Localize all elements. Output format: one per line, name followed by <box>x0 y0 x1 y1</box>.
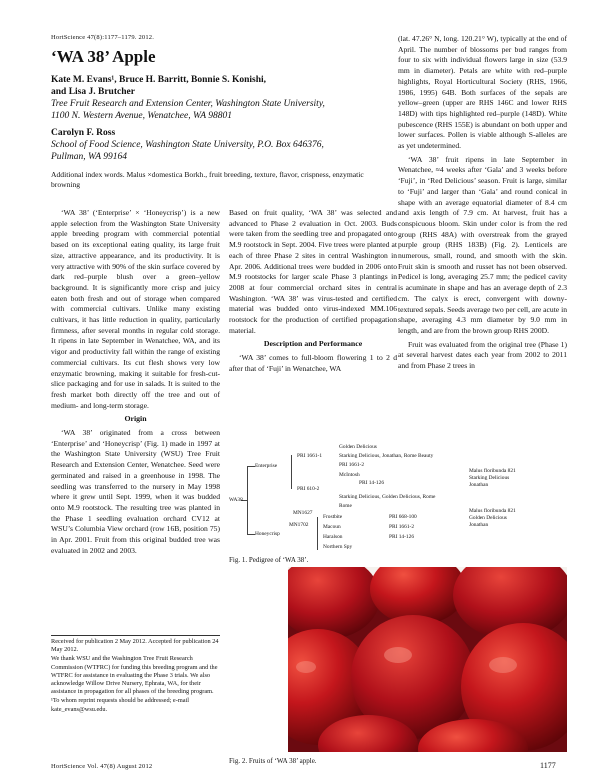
footnote-received: Received for publication 2 May 2012. Accepted for publication 24 May 2012. <box>51 638 219 654</box>
pedigree-node: MN1702 <box>289 522 309 528</box>
pedigree-line <box>247 534 255 535</box>
footnote-rule <box>51 635 220 636</box>
pedigree-node: PRI 610-2 <box>297 486 320 492</box>
footnote-correspondence: ¹To whom reprint requests should be addressed; e-mail kate_evans@wsu.edu. <box>51 697 190 713</box>
fruit-paragraph: ‘WA 38’ fruit ripens in late September in Wenatchee, ≈4 weeks after ‘Gala’ and 3 weeks before ‘Fuji’, in ‘Red Delicious’ season. Fruit is large, similar to ‘Fuji’ and larger than ‘Gala’ and round conical in shape with an average equatorial diameter of 8.4 cm and axis length of 7.9 cm. At harvest, fruit has a conspicuous bloom. Skin under color is from the red group (RHS 48A) with overstreak from the grayed purple group (RHS 183B) (Fig. 2). Lenticels are numerous, small, round, and smooth with the skin. Fruit skin is smooth and russet has not been observed. Pedicel is long, averaging 25.7 mm; the pedicel cavity is acuminate in shape and has an average depth of 2.3 cm. The calyx is erect, convergent with downy-textured sepals. Seeds average two per cell, are acute in shape, averaging 4.3 mm diameter by 9.0 mm in length, and are from the brown group RHS 200D. <box>398 154 567 335</box>
pedigree-node: Golden Delicious <box>339 444 377 450</box>
pedigree-node: PRI 668-100 <box>389 514 417 520</box>
pedigree-node: McIntosh <box>339 472 360 478</box>
affiliation-2b: Pullman, WA 99164 <box>51 152 127 162</box>
pedigree-node: PRI 1661-2 <box>389 524 415 530</box>
pedigree-line <box>291 455 292 489</box>
pedigree-node: PRI 14-126 <box>359 480 385 486</box>
figure-1-caption: Fig. 1. Pedigree of ‘WA 38’. <box>229 556 309 564</box>
column-1 <box>51 208 220 560</box>
apples-photo <box>288 567 567 752</box>
abstract-paragraph: ‘WA 38’ (‘Enterprise’ × ‘Honeycrisp’) is a new apple selection from the Washington State University apple breeding program with commercial potential based on its exceptional eating quality, its large fruit size, attractive appearance, and its productivity. It is very attractive with 90% of the skin surface covered by dark red–purple blush over a green–yellow background. It is significantly more crisp and juicy eaten both fresh and out of storage when compared with commercial cultivars. Unlike many existing cultivars, it has little reduction in quality, particularly firmness, after several months in regular cold storage. It ripens in late September in Wenatchee, WA, and its vigor and productivity fall within the range of existing commercial cultivars. Its cut flesh shows very low enzymatic browning, making it suitable for fresh-cut-slice packaging and for use in salads. It is suited to the fresh market both directly off the tree and out of medium- and long-term storage. <box>51 208 220 410</box>
pedigree-node: Frostbite <box>323 514 343 520</box>
article-title: ‘WA 38’ Apple <box>51 47 156 66</box>
pedigree-node: Malus floribunda 821 <box>469 508 516 514</box>
pedigree-node: Jonathan <box>469 482 489 488</box>
figure-2-caption: Fig. 2. Fruits of ‘WA 38’ apple. <box>229 757 317 765</box>
pedigree-node: Starking Delicious, Jonathan, Rome Beauty <box>339 453 434 459</box>
pedigree-node: Starking Delicious, Golden Delicious, Rome <box>339 494 436 500</box>
page-number: 1177 <box>540 761 556 770</box>
pedigree-line <box>317 517 318 550</box>
pedigree-line <box>247 466 248 534</box>
affiliation-2a: School of Food Science, Washington State University, P.O. Box 646376, <box>51 140 324 150</box>
pedigree-node: Macoun <box>323 524 341 530</box>
affiliation-1b: 1100 N. Western Avenue, Wenatchee, WA 98801 <box>51 111 232 121</box>
bloom-paragraph: (lat. 47.26° N, long. 120.21° W), typically at the end of April. The number of blossoms per bud ranges from four to six with individual flowers large in size (53.9 mm in diameter). Petals are white with red–purple highlights, Royal Horticultural Society (RHS, 1966, 1986, 1995) 64B. Both surfaces of the sepals are yellow–green (upper are RHS 146C and lower RHS 148D) with tips highlighted red–purple (148D). White pubescence (RHS 155E) is abundant on both upper and lower surfaces. Pollen is viable although S-alleles are as yet undetermined. <box>398 34 567 151</box>
pedigree-node: Starking Delicious <box>469 475 510 481</box>
footnotes <box>51 638 220 715</box>
pedigree-node: Haralson <box>323 534 343 540</box>
pedigree-node: Golden Delicious <box>469 515 507 521</box>
affiliation-1a: Tree Fruit Research and Extension Center, Washington State University, <box>51 99 325 109</box>
heading-description: Description and Performance <box>263 339 363 349</box>
heading-origin: Origin <box>124 414 147 424</box>
pedigree-enterprise: Enterprise <box>255 463 278 469</box>
pedigree-line <box>247 466 255 467</box>
selection-paragraph: Based on fruit quality, ‘WA 38’ was selected and advanced to Phase 2 evaluation in Oct. 2003. Buds were taken from the seedling tree and propagated onto M.9 rootstock in Sept. 2004. Five trees were planted at each of three Phase 2 sites in central Washington in Apr. 2006. Additional trees were budded in 2006 onto M.9 rootstocks for larger scale Phase 3 plantings in 2008 at four commercial orchard sites in central Washington. ‘WA 38’ was virus-tested and certified material was budded onto virus-indexed MM.106 rootstock for the production of certified propagation material. <box>229 208 397 335</box>
pedigree-figure <box>229 444 567 552</box>
pedigree-node: MN1627 <box>293 510 313 516</box>
pedigree-root: WA38 <box>229 497 243 503</box>
pedigree-node: Jonathan <box>469 522 489 528</box>
pedigree-node: PRI 14-126 <box>389 534 415 540</box>
footnote-acknowledgment: We thank WSU and the Washington Tree Fruit Research Commission (WTFRC) for funding this breeding program and the WTFRC for assistance in evaluating the Phase 3 trials. We also acknowledge Willow Drive Nursery, Ephrata, WA, for their assistance in propagation for all phases of the breeding program. <box>51 655 218 696</box>
pedigree-node: Northern Spy <box>323 544 353 550</box>
authors-line-2: and Lisa J. Brutcher <box>51 87 135 97</box>
pedigree-node: Rome <box>339 503 352 509</box>
description-paragraph: ‘WA 38’ comes to full-bloom flowering 1 to 2 d after that of ‘Fuji’ in Wenatchee, WA <box>229 353 397 373</box>
pedigree-node: PRI 1661-1 <box>297 453 323 459</box>
evaluation-paragraph: Fruit was evaluated from the original tree (Phase 1) at several harvest dates each year from 2002 to 2011 and from Phase 2 trees in <box>398 339 567 371</box>
author-3: Carolyn F. Ross <box>51 128 116 138</box>
authors-line-1: Kate M. Evans¹, Bruce H. Barritt, Bonnie S. Konishi, <box>51 75 267 85</box>
pedigree-node: PRI 1661-2 <box>339 462 365 468</box>
keywords: Additional index words. Malus ×domestica Borkh., fruit breeding, texture, flavor, crispness, enzymatic browning <box>51 170 364 189</box>
apples-illustration <box>288 567 567 752</box>
running-head: HortScience 47(8):1177–1179. 2012. <box>51 34 155 41</box>
footer-journal: HortScience Vol. 47(8) August 2012 <box>51 763 153 770</box>
column-2 <box>229 208 397 378</box>
pedigree-node: Malus floribunda 821 <box>469 468 516 474</box>
column-3 <box>398 34 567 375</box>
pedigree-honeycrisp: Honeycrisp <box>255 531 280 537</box>
origin-paragraph: ‘WA 38’ originated from a cross between ‘Enterprise’ and ‘Honeycrisp’ (Fig. 1) made in 1997 at the Washington State University (WSU) Tree Fruit Research and Extension Center, Wenatchee. Seed were germinated and raised in a greenhouse in 1998. The seedling was transferred to the nursery in May 1998 where it grew until Sept. 1999, when it was budded onto M.9 rootstock. The resulting tree was planted in the Phase 1 seedling evaluation orchard CV12 at WSU’s Columbia View orchard (row 16B, position 75) in Apr. 2001. Fruit from this original budded tree was evaluated in 2002 and 2003. <box>51 428 220 555</box>
